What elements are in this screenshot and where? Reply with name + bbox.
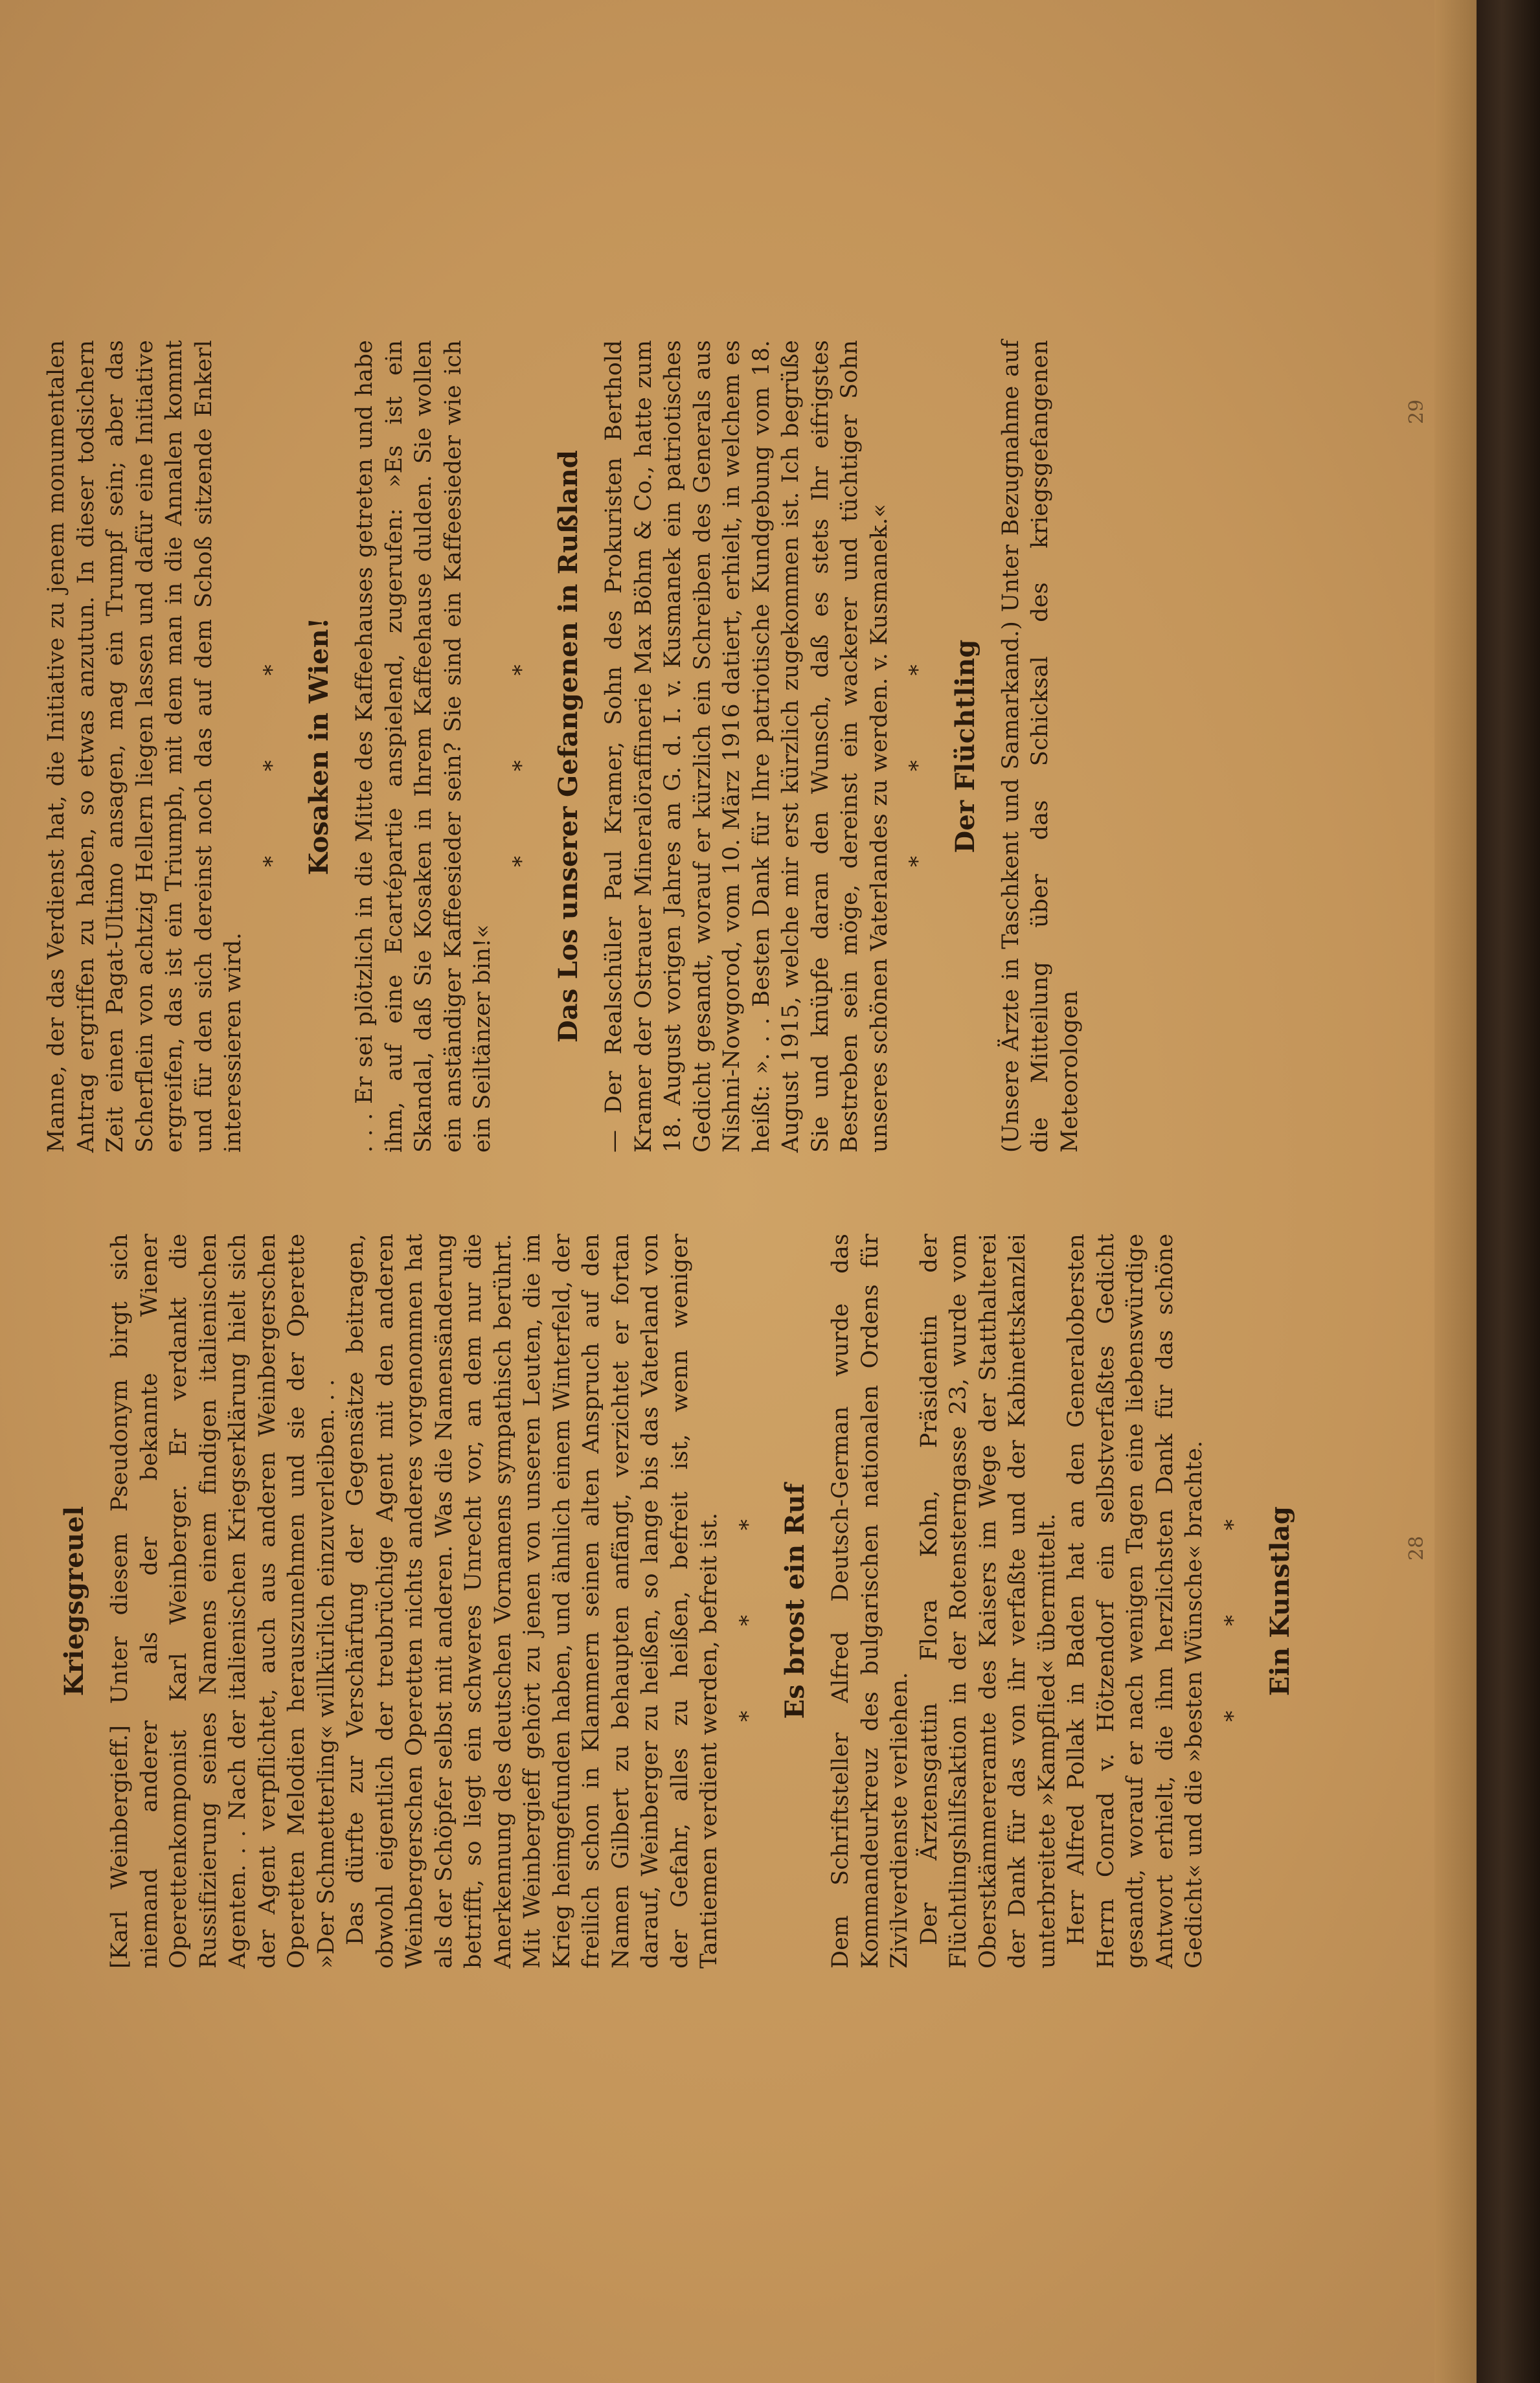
section-divider: * * * xyxy=(905,626,931,867)
section-divider: * * * xyxy=(508,626,534,867)
paragraph: (Unsere Ärzte in Taschkent und Samarkand.) Unter Bezugnahme auf die Mitteilung über das Schicksal des kriegsgefangenen Meteorologen xyxy=(997,340,1083,1153)
page-number-left: 28 xyxy=(1405,1535,1428,1561)
paragraph: Dem Schriftsteller Alfred Deutsch-German wurde das Kommandeurkreuz des bulgarischen nationalen Ordens für Zivilverdienste verliehen. xyxy=(828,1234,912,1969)
section-title-es-brost-ein-ruf: Es brost ein Ruf xyxy=(780,1483,810,1719)
paragraph: Manne, der das Verdienst hat, die Initiative zu jenem monumentalen Antrag ergriffen zu haben, so etwas anzutun. In dieser todsichern Zeit einen Pagat-Ultimo ansagen, mag ein Trumpf sein; aber das Scherflein von achtzig Hellern liegen lassen und dafür eine Initiative ergreifen, das ist ein Triumph, mit dem man in die Annalen kommt und für den sich dereinst noch das auf dem Schoß sitzende Enkerl interessieren wird. xyxy=(43,340,246,1153)
paragraph: . . . Er sei plötzlich in die Mitte des Kaffeehauses getreten und habe ihm, auf eine Ecartépartie anspielend, zugerufen: »Es ist ein Skandal, daß Sie Kosaken in Ihrem Kaffeehause dulden. Sie wollen ein anständiger Kaffeesieder sein? Sie sind ein Kaffeesieder wie ich ein Seiltänzer bin!« xyxy=(352,340,495,1153)
section-title-kosaken-in-wien: Kosaken in Wien! xyxy=(304,617,334,875)
paragraph: Das dürfte zur Verschärfung der Gegensätze beitragen, obwohl eigentlich der treubrüchige Agent mit den anderen Weinbergerschen Operetten nichts anderes vorgenommen hat als der Schöpfer selbst mit anderen. Was die Namensänderung betrifft, so liegt ein schweres Unrecht vor, an dem nur die Anerkennung des deutschen Vornamens sympathisch berührt. Mit Weinbergieff gehört zu jenen von unseren Leuten, die im Krieg heimgefunden haben, und ähnlich einem Winterfeld, der freilich schon in Klammern seinen alten Anspruch auf den Namen Gilbert zu behaupten anfängt, verzichtet er fortan darauf, Weinberger zu heißen, so lange bis das Vaterland von der Gefahr, alles zu heißen, befreit ist, wenn weniger Tantiemen verdient werden, befreit ist. xyxy=(343,1234,722,1969)
section-divider: * * * xyxy=(258,626,285,867)
column-left xyxy=(42,1234,1311,1969)
section-title-ein-kunstlag: Ein Kunstlag xyxy=(1265,1506,1295,1697)
section-title-der-fluechtling: Der Flüchtling xyxy=(949,639,980,853)
section-title-das-los-unserer-gefangenen: Das Los unserer Gefangenen in Rußland xyxy=(553,449,583,1043)
book-spine xyxy=(1477,0,1540,2383)
column-right xyxy=(42,340,1085,1153)
paragraph: Der Ärztensgattin Flora Kohn, Präsidentin der Flüchtlingshilfsaktion in der Rotensterngasse 23, wurde vom Oberstkämmereramte des Kaisers im Wege der Statthalterei der Dank für das von ihr verfaßte und der Kabinettskanzlei unterbreitete »Kampflied« übermittelt. xyxy=(916,1234,1060,1969)
page-number-right: 29 xyxy=(1405,399,1428,424)
paragraph: — Der Realschüler Paul Kramer, Sohn des Prokuristen Berthold Kramer der Ostrauer Mineralöraffinerie Max Böhm & Co., hatte zum 18. August vorigen Jahres an G. d. I. v. Kusmanek ein patriotisches Gedicht gesandt, worauf er kürzlich ein Schreiben des Generals aus Nishni-Nowgorod, vom 10. März 1916 datiert, erhielt, in welchem es heißt: ». . . Besten Dank für Ihre patriotische Kundgebung vom 18. August 1915, welche mir erst kürzlich zugekommen ist. Ich begrüße Sie und knüpfe daran den Wunsch, daß es stets Ihr eifrigstes Bestreben sein möge, dereinst ein wackerer und tüchtiger Sohn unseres schönen Vaterlandes zu werden. v. Kusmanek.« xyxy=(601,340,892,1153)
paragraph: Herr Alfred Pollak in Baden hat an den Generalobersten Herrn Conrad v. Hötzendorf ein selbstverfaßtes Gedicht gesandt, worauf er nach wenigen Tagen eine liebenswürdige Antwort erhielt, die ihm herzlichsten Dank für das schöne Gedicht« und die »besten Wünsche« brachte. xyxy=(1063,1234,1207,1969)
paragraph: [Karl Weinbergieff.] Unter diesem Pseudonym birgt sich niemand anderer als der bekannte Wiener Operettenkomponist Karl Weinberger. Er verdankt die Russifizierung seines Namens einem findigen italienischen Agenten. . . Nach der italienischen Kriegserklärung hielt sich der Agent verpflichtet, auch aus anderen Weinbergerschen Operetten Melodien herauszunehmen und sie der Operette »Der Schmetterling« willkürlich einzuverleiben. . . xyxy=(107,1234,339,1969)
section-divider: * * * xyxy=(734,1480,761,1722)
section-title-kriegsgreuel: Kriegsgreuel xyxy=(59,1506,89,1697)
section-divider: * * * xyxy=(1219,1480,1246,1722)
